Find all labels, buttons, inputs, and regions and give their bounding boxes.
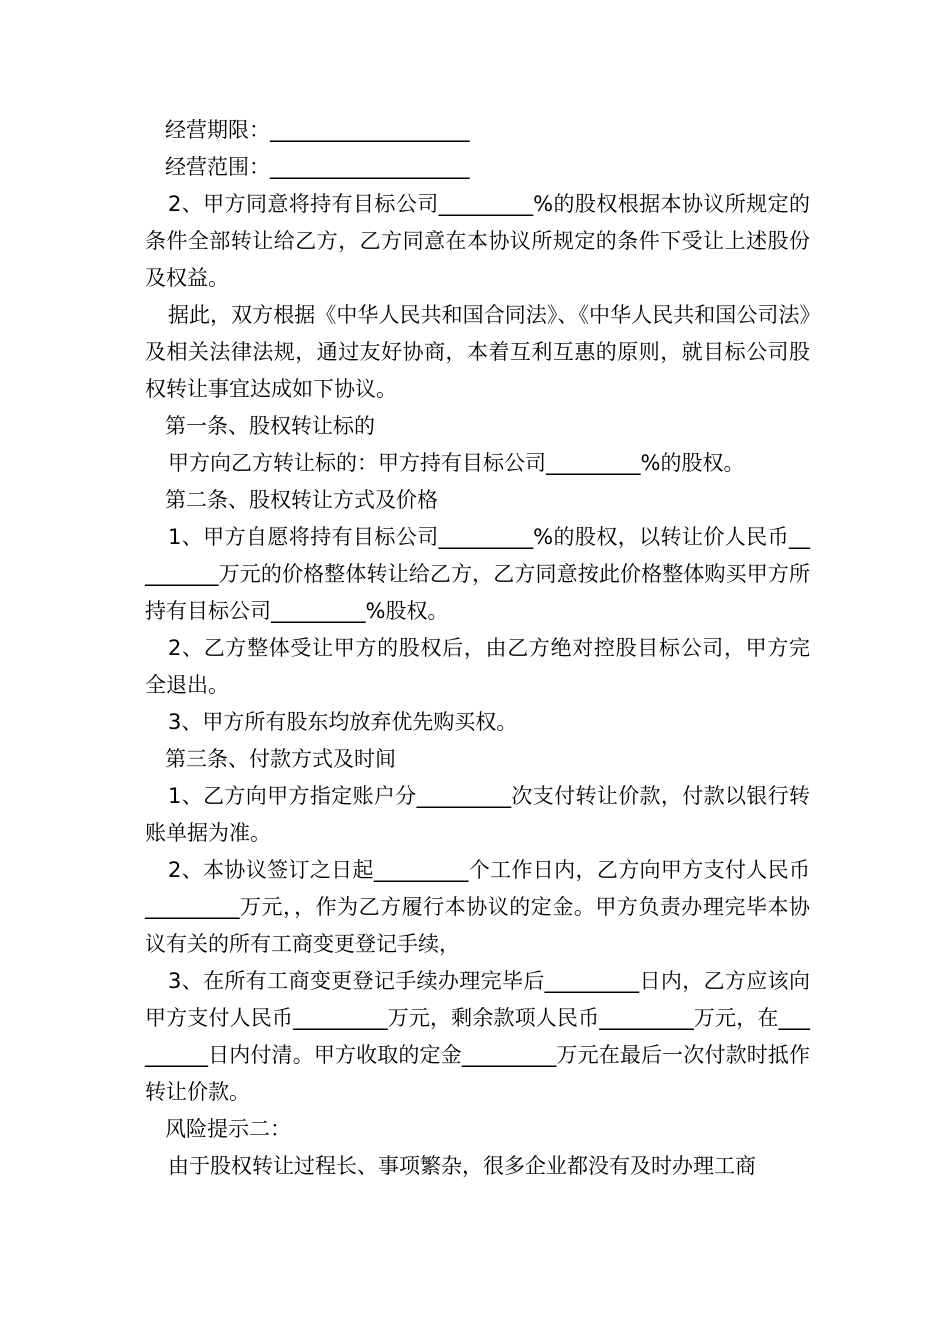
article-3-item-3: 3、在所有工商变更登记手续办理完毕后_________日内，乙方应该向甲方支付人民币_________万元，剩余款项人民币_________万元，在_________日内付清。甲方收取的定金_________万元在最后一次付款时抵作转让价款。	[145, 969, 810, 1104]
article-3-item-2: 2、本协议签订之日起_________个工作日内，乙方向甲方支付人民币_________万元，，作为乙方履行本协议的定金。甲方负责办理完毕本协议有关的所有工商变更登记手续，	[145, 858, 810, 956]
article-1-content: 甲方向乙方转让标的：甲方持有目标公司_________%的股权。	[168, 451, 745, 475]
article-3-item-1: 1、乙方向甲方指定账户分_________次支付转让价款，付款以银行转账单据为准。	[145, 784, 810, 845]
article-2-heading: 第二条、股权转让方式及价格	[165, 488, 438, 512]
risk-notice-content: 由于股权转让过程长、事项繁杂，很多企业都没有及时办理工商	[168, 1154, 756, 1178]
article-1-heading: 第一条、股权转让标的	[165, 414, 375, 438]
article-2-item-2: 2、乙方整体受让甲方的股权后，由乙方绝对控股目标公司，甲方完全退出。	[145, 636, 810, 697]
article-2-item-1: 1、甲方自愿将持有目标公司_________%的股权，以转让价人民币_________万元的价格整体转让给乙方，乙方同意按此价格整体购买甲方所持有目标公司_________%股权。	[145, 525, 810, 623]
business-scope-line: 经营范围：___________________	[165, 155, 470, 179]
article-3-heading: 第三条、付款方式及时间	[165, 747, 396, 771]
risk-notice-heading: 风险提示二：	[165, 1117, 291, 1141]
business-term-line: 经营期限：___________________	[165, 118, 470, 142]
clause-2-transfer-agreement: 2、甲方同意将持有目标公司_________%的股权根据本协议所规定的条件全部转让给乙方，乙方同意在本协议所规定的条件下受让上述股份及权益。	[145, 192, 810, 290]
document-body	[145, 112, 810, 1185]
article-2-item-3: 3、甲方所有股东均放弃优先购买权。	[168, 710, 518, 734]
legal-basis-paragraph: 据此，双方根据《中华人民共和国合同法》、《中华人民共和国公司法》及相关法律法规，通过友好协商，本着互利互惠的原则，就目标公司股权转让事宜达成如下协议。	[145, 303, 810, 401]
